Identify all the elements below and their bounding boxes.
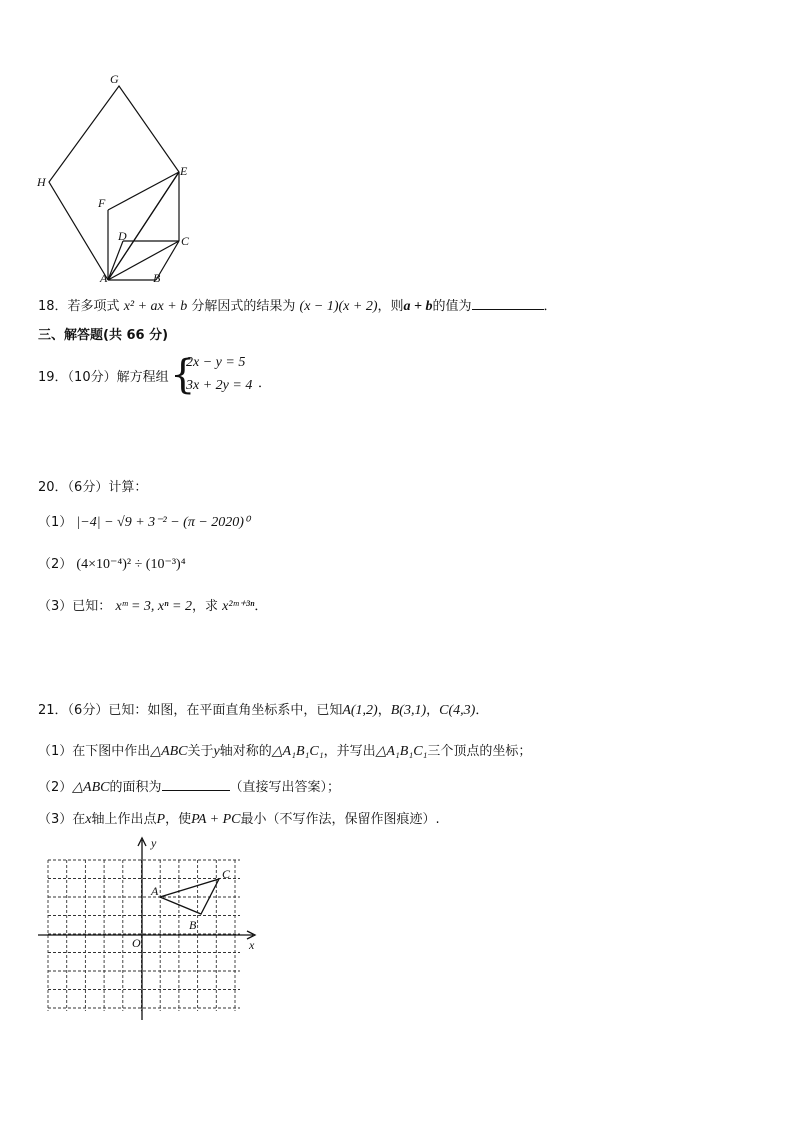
q21-p1-triangle-3: △A₁B₁C₁ — [375, 744, 428, 759]
q20-p2-expression: (4×10⁻⁴)² ÷ (10⁻³)⁴ — [76, 557, 186, 572]
q18-answer-blank[interactable] — [472, 297, 544, 310]
q20-p3-text: 已知： — [72, 599, 112, 614]
q20-p2-label: （2） — [38, 557, 73, 572]
label-D: D — [118, 229, 127, 243]
q21-p3-c: ，使 — [165, 812, 192, 827]
q21-p1-a: 在下图中作出 — [72, 744, 151, 759]
q20-p3-condition: xᵐ = 3, xⁿ = 2 — [115, 599, 193, 614]
q21-part-3 — [38, 811, 440, 829]
q20-part-3 — [38, 598, 267, 616]
q21-part-1 — [38, 743, 531, 761]
q19-score: （10分） — [67, 370, 117, 385]
q21-p1-triangle-2: △A₁B₁C₁ — [271, 744, 324, 759]
q21-p2-a: 的面积为 — [109, 780, 162, 795]
q18-a-plus-b: a + b — [403, 299, 433, 314]
label-A: A — [100, 271, 108, 285]
q19-brace: { — [170, 352, 196, 398]
q21-text: 已知：如图，在平面直角坐标系中，已知 — [108, 703, 343, 718]
q21-p3-expression: PA + PC — [191, 812, 241, 827]
q18-polynomial: x² + ax + b — [123, 299, 188, 314]
q21-p1-c: 轴对称的 — [219, 744, 272, 759]
q20-score: （6分） — [67, 480, 109, 495]
q21-part-2 — [38, 778, 340, 797]
q21-sep-2: ， — [426, 703, 440, 718]
q21-p3-P: P — [156, 812, 166, 827]
q21-p3-a: 在 — [72, 812, 86, 827]
geometry-figure — [30, 70, 210, 290]
q20-number: 20． — [38, 480, 68, 495]
origin-label: O — [132, 936, 141, 950]
q20-p3-expression: x²ᵐ⁺³ⁿ — [222, 599, 255, 614]
q21-sep-1: ， — [377, 703, 391, 718]
question-18 — [38, 297, 557, 316]
q19-text: 解方程组 — [116, 370, 169, 385]
point-label-B: B — [189, 918, 197, 932]
q21-p1-b: 关于 — [187, 744, 214, 759]
q21-p1-d: ，并写出 — [323, 744, 376, 759]
q21-p2-answer-blank[interactable] — [162, 778, 230, 791]
q20-p3-end: ． — [254, 599, 268, 614]
label-H: H — [37, 175, 46, 189]
q18-tail: ，则 — [377, 299, 404, 314]
q21-p3-label: （3） — [38, 812, 73, 827]
q21-score: （6分） — [67, 703, 109, 718]
coordinate-grid-figure — [34, 834, 266, 1024]
q21-point-B: B(3,1) — [390, 703, 427, 718]
label-E: E — [180, 164, 188, 178]
label-B: B — [153, 271, 161, 285]
q18-period: ． — [543, 299, 557, 314]
label-C: C — [181, 234, 190, 248]
q21-p1-triangle: △ABC — [150, 744, 188, 759]
q21-p3-b: 轴上作出点 — [91, 812, 157, 827]
q19-period: ． — [258, 376, 272, 391]
q21-p3-x: x — [85, 812, 92, 827]
segment-FE — [108, 172, 179, 210]
q21-p1-e: 三个顶点的坐标； — [427, 744, 532, 759]
question-21 — [38, 702, 488, 720]
segment-AE — [108, 172, 179, 280]
q21-p2-label: （2） — [38, 780, 73, 795]
q20-p3-label: （3） — [38, 599, 73, 614]
triangle-ABC — [160, 879, 219, 914]
axis-label-x: x — [249, 938, 255, 952]
q21-p2-b: （直接写出答案）； — [229, 780, 341, 795]
q20-text: 计算： — [108, 480, 148, 495]
q20-p1-expression: |−4| − √9 + 3⁻² − (π − 2020)⁰ — [76, 515, 250, 530]
q18-number: 18． — [38, 299, 68, 314]
q20-part-1 — [38, 514, 250, 532]
q20-part-2 — [38, 556, 186, 574]
q21-p3-d: 最小（不写作法，保留作图痕迹）. — [240, 812, 440, 827]
segment-AC — [108, 241, 179, 280]
question-19 — [38, 369, 169, 387]
q19-equation-2: 3x + 2y = 4 — [186, 378, 253, 393]
label-G: G — [110, 72, 119, 86]
q18-factored: (x − 1)(x + 2) — [299, 299, 378, 314]
point-label-A: A — [151, 884, 159, 898]
q21-period: ． — [475, 703, 489, 718]
q21-number: 21． — [38, 703, 68, 718]
q20-p1-label: （1） — [38, 515, 73, 530]
q21-p1-label: （1） — [38, 744, 73, 759]
q21-point-A: A(1,2) — [342, 703, 378, 718]
q18-mid: 分解因式的结果为 — [191, 299, 296, 314]
q19-number: 19． — [38, 370, 68, 385]
q20-p3-ask: ，求 — [192, 599, 219, 614]
axis-label-y: y — [151, 836, 157, 850]
section-3-heading: 三、解答题(共 66 分) — [38, 328, 169, 343]
question-20 — [38, 479, 147, 497]
q21-p2-triangle: △ABC — [72, 780, 110, 795]
point-label-C: C — [222, 867, 231, 881]
label-F: F — [98, 196, 106, 210]
q21-p1-y: y — [213, 744, 220, 759]
q18-end: 的值为 — [432, 299, 472, 314]
q21-point-C: C(4,3) — [439, 703, 476, 718]
q19-equation-1: 2x − y = 5 — [186, 355, 246, 370]
q18-prefix: 若多项式 — [67, 299, 120, 314]
